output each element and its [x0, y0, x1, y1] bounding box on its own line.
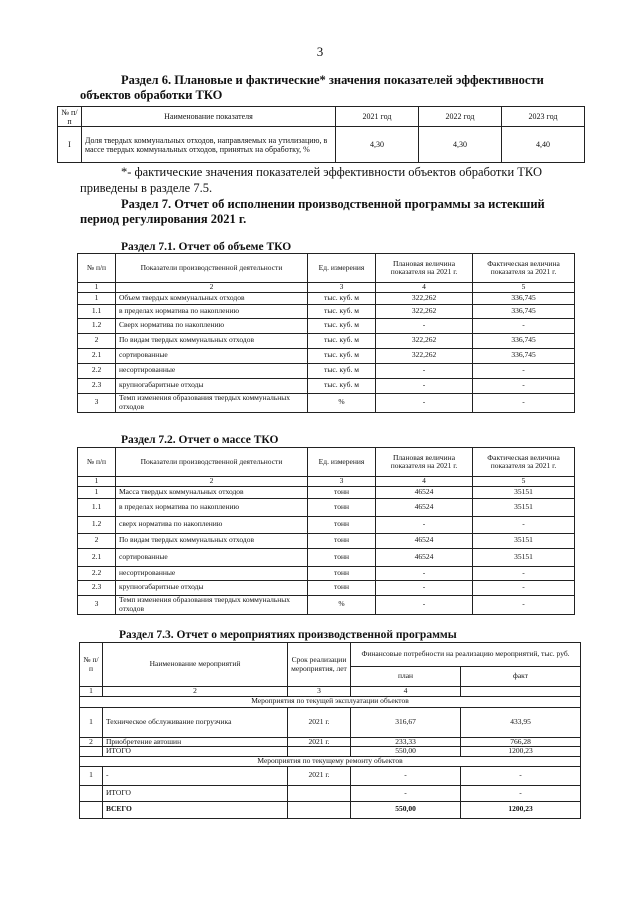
grand-total-label: ВСЕГО [103, 801, 288, 818]
fact-value: 35151 [473, 548, 575, 566]
row-number: 1.2 [78, 318, 116, 333]
indicator-name: По видам твердых коммунальных отходов [116, 533, 308, 548]
indicator-name: крупногабаритные отходы [116, 580, 308, 595]
indicator-name: в пределах норматива по накоплению [116, 498, 308, 516]
unit: тонн [308, 516, 376, 533]
plan-value: 316,67 [351, 707, 461, 737]
empty-cell [288, 785, 351, 801]
plan-value: - [376, 378, 473, 393]
value-2021: 4,30 [336, 127, 419, 163]
plan-value: 46524 [376, 486, 473, 498]
fact-value: 766,28 [461, 737, 581, 747]
row-number: 2.2 [78, 363, 116, 378]
indicator-name: в пределах норматива по накоплению [116, 304, 308, 318]
fact-value: 336,745 [473, 333, 575, 348]
row-number: 1 [78, 486, 116, 498]
unit: % [308, 595, 376, 614]
row-number: 2 [78, 533, 116, 548]
table-row [80, 737, 581, 747]
table-row [58, 127, 585, 163]
fact-total: 1200,23 [461, 747, 581, 757]
table-header-row [78, 254, 575, 283]
table-row [78, 304, 575, 318]
column-number: 4 [376, 283, 473, 293]
table-row [78, 595, 575, 614]
section7-title-line2: период регулирования 2021 г. [80, 212, 247, 226]
plan-value: - [376, 566, 473, 580]
total-row [80, 747, 581, 757]
row-number: 1.1 [78, 304, 116, 318]
indicator-name: сверх норматива по накоплению [116, 516, 308, 533]
measure-name: Приобретение автошин [103, 737, 288, 747]
indicator-name: сортированные [116, 348, 308, 363]
column-number-row [80, 687, 581, 697]
indicator-name: Доля твердых коммунальных отходов, направляемых на утилизацию, в массе твердых коммунальных отходов, принятых на обработку, % [82, 127, 336, 163]
column-number: 5 [473, 283, 575, 293]
column-number-row [78, 283, 575, 293]
column-number: 4 [351, 687, 461, 697]
row-number: 1 [80, 766, 103, 785]
header-cell: Показатели производственной деятельности [116, 254, 308, 283]
table-row [78, 292, 575, 304]
table-row [80, 766, 581, 785]
fact-value: 433,95 [461, 707, 581, 737]
unit: тонн [308, 498, 376, 516]
unit: тыс. куб. м [308, 318, 376, 333]
header-cell: Финансовые потребности на реализацию мероприятий, тыс. руб. [351, 643, 581, 667]
indicator-name: По видам твердых коммунальных отходов [116, 333, 308, 348]
indicator-name: несортированные [116, 566, 308, 580]
plan-value: 46524 [376, 498, 473, 516]
unit: тонн [308, 548, 376, 566]
term: 2021 г. [288, 707, 351, 737]
plan-value: 46524 [376, 533, 473, 548]
table-row [78, 318, 575, 333]
empty-cell [80, 747, 103, 757]
table-header-row [58, 107, 585, 127]
header-cell: Срок реализации мероприятия, лет [288, 643, 351, 687]
plan-total: 550,00 [351, 747, 461, 757]
total-row [80, 785, 581, 801]
section7-title-line1: Раздел 7. Отчет об исполнении производственной программы за истекший [121, 197, 545, 211]
unit: тыс. куб. м [308, 292, 376, 304]
row-number: 2.2 [78, 566, 116, 580]
empty-cell [461, 687, 581, 697]
indicator-name: Масса твердых коммунальных отходов [116, 486, 308, 498]
row-number: 1.2 [78, 516, 116, 533]
table-row [78, 533, 575, 548]
table-header-row [80, 643, 581, 667]
table-row [78, 516, 575, 533]
row-number: 3 [78, 595, 116, 614]
section6-table [57, 106, 585, 163]
row-number: 2 [78, 333, 116, 348]
plan-value: 322,262 [376, 348, 473, 363]
group-title-row [80, 756, 581, 766]
column-number-row [78, 477, 575, 487]
header-cell: факт [461, 667, 581, 687]
row-number: 1 [80, 707, 103, 737]
row-number: 3 [78, 393, 116, 412]
header-cell: № п/п [58, 107, 82, 127]
table-row [78, 548, 575, 566]
section71-table [77, 253, 575, 413]
section73-table [79, 642, 581, 819]
column-number: 2 [116, 283, 308, 293]
indicator-name: Темп изменения образования твердых коммунальных отходов [116, 595, 308, 614]
empty-cell [80, 785, 103, 801]
group-title-row [80, 696, 581, 707]
fact-value: 35151 [473, 486, 575, 498]
table-row [78, 333, 575, 348]
fact-value: - [473, 516, 575, 533]
group-title: Мероприятия по текущему ремонту объектов [80, 756, 581, 766]
plan-value: - [376, 516, 473, 533]
table-row [80, 707, 581, 737]
plan-value: 233,33 [351, 737, 461, 747]
measure-name: Техническое обслуживание погрузчика [103, 707, 288, 737]
unit: тонн [308, 533, 376, 548]
group-title: Мероприятия по текущей эксплуатации объектов [80, 696, 581, 707]
fact-value: - [473, 580, 575, 595]
plan-value: 322,262 [376, 333, 473, 348]
column-number: 5 [473, 477, 575, 487]
indicator-name: несортированные [116, 363, 308, 378]
section6-note-line1: *- фактические значения показателей эффективности объектов обработки ТКО [121, 165, 542, 179]
section6-title-line2: объектов обработки ТКО [80, 88, 223, 102]
plan-value: 322,262 [376, 292, 473, 304]
table-row [78, 348, 575, 363]
measure-name: - [103, 766, 288, 785]
table-row [78, 363, 575, 378]
column-number: 2 [103, 687, 288, 697]
section72-title: Раздел 7.2. Отчет о массе ТКО [121, 434, 279, 446]
unit: тонн [308, 486, 376, 498]
value-2023: 4,40 [502, 127, 585, 163]
header-cell: 2021 год [336, 107, 419, 127]
empty-cell [288, 747, 351, 757]
header-cell: Показатели производственной деятельности [116, 448, 308, 477]
header-cell: Ед. измерения [308, 448, 376, 477]
header-cell: Плановая величина показателя на 2021 г. [376, 254, 473, 283]
unit: тыс. куб. м [308, 348, 376, 363]
unit: тыс. куб. м [308, 333, 376, 348]
row-number: 2.1 [78, 348, 116, 363]
column-number: 1 [78, 283, 116, 293]
header-cell: Плановая величина показателя на 2021 г. [376, 448, 473, 477]
column-number: 3 [308, 283, 376, 293]
table-row [78, 486, 575, 498]
indicator-name: Темп изменения образования твердых коммунальных отходов [116, 393, 308, 412]
fact-value: - [473, 393, 575, 412]
header-cell: Фактическая величина показателя за 2021 г. [473, 448, 575, 477]
column-number: 3 [308, 477, 376, 487]
grand-total-plan: 550,00 [351, 801, 461, 818]
column-number: 1 [78, 477, 116, 487]
row-number: 1.1 [78, 498, 116, 516]
header-cell: Фактическая величина показателя за 2021 г. [473, 254, 575, 283]
column-number: 3 [288, 687, 351, 697]
header-cell: 2022 год [419, 107, 502, 127]
term: 2021 г. [288, 737, 351, 747]
fact-value: - [461, 766, 581, 785]
table-row [78, 580, 575, 595]
unit: тонн [308, 580, 376, 595]
plan-total: - [351, 785, 461, 801]
page-number: 3 [316, 44, 324, 59]
table-row [78, 393, 575, 412]
row-number: I [58, 127, 82, 163]
row-number: 2 [80, 737, 103, 747]
indicator-name: крупногабаритные отходы [116, 378, 308, 393]
row-number: 2.3 [78, 580, 116, 595]
fact-value: - [473, 595, 575, 614]
indicator-name: сортированные [116, 548, 308, 566]
indicator-name: Объем твердых коммунальных отходов [116, 292, 308, 304]
total-label: ИТОГО [103, 747, 288, 757]
fact-value: 35151 [473, 533, 575, 548]
fact-value: - [473, 318, 575, 333]
fact-value: - [473, 363, 575, 378]
header-cell: № п/п [80, 643, 103, 687]
plan-value: - [376, 393, 473, 412]
fact-value: 336,745 [473, 292, 575, 304]
section6-note-line2: приведены в разделе 7.5. [80, 181, 213, 195]
value-2022: 4,30 [419, 127, 502, 163]
table-header-row [78, 448, 575, 477]
section73-title: Раздел 7.3. Отчет о мероприятиях производственной программы [119, 629, 457, 641]
table-row [78, 566, 575, 580]
unit: тыс. куб. м [308, 378, 376, 393]
fact-total: - [461, 785, 581, 801]
row-number: 2.3 [78, 378, 116, 393]
header-cell: Ед. измерения [308, 254, 376, 283]
fact-value: 336,745 [473, 348, 575, 363]
row-number: 2.1 [78, 548, 116, 566]
header-cell: № п/п [78, 254, 116, 283]
column-number: 1 [80, 687, 103, 697]
term: 2021 г. [288, 766, 351, 785]
empty-cell [80, 801, 103, 818]
total-label: ИТОГО [103, 785, 288, 801]
section71-title: Раздел 7.1. Отчет об объеме ТКО [121, 241, 292, 253]
header-cell: № п/п [78, 448, 116, 477]
row-number: 1 [78, 292, 116, 304]
plan-value: - [351, 766, 461, 785]
fact-value: - [473, 378, 575, 393]
unit: % [308, 393, 376, 412]
section72-table [77, 447, 575, 615]
plan-value: 46524 [376, 548, 473, 566]
header-cell: план [351, 667, 461, 687]
table-row [78, 378, 575, 393]
empty-cell [288, 801, 351, 818]
plan-value: - [376, 363, 473, 378]
plan-value: - [376, 595, 473, 614]
table-row [78, 498, 575, 516]
fact-value: - [473, 566, 575, 580]
indicator-name: Сверх норматива по накоплению [116, 318, 308, 333]
header-cell: Наименование показателя [82, 107, 336, 127]
unit: тонн [308, 566, 376, 580]
column-number: 4 [376, 477, 473, 487]
plan-value: - [376, 318, 473, 333]
grand-total-row [80, 801, 581, 818]
header-cell: 2023 год [502, 107, 585, 127]
unit: тыс. куб. м [308, 304, 376, 318]
grand-total-fact: 1200,23 [461, 801, 581, 818]
fact-value: 35151 [473, 498, 575, 516]
unit: тыс. куб. м [308, 363, 376, 378]
fact-value: 336,745 [473, 304, 575, 318]
section6-title-line1: Раздел 6. Плановые и фактические* значения показателей эффективности [121, 73, 544, 87]
column-number: 2 [116, 477, 308, 487]
plan-value: - [376, 580, 473, 595]
header-cell: Наименование мероприятий [103, 643, 288, 687]
plan-value: 322,262 [376, 304, 473, 318]
